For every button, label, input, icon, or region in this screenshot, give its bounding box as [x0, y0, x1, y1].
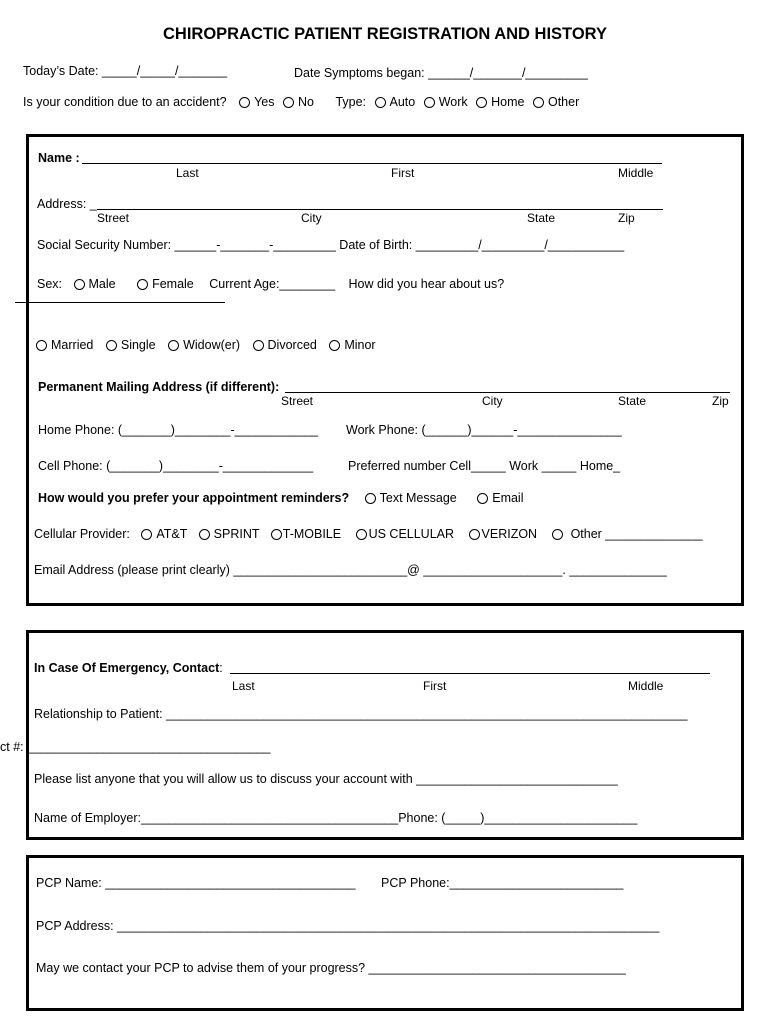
pcp-contact-question-field[interactable]: May we contact your PCP to advise them of your progress? _____________________________________ [36, 961, 626, 975]
mailing-address-input-line[interactable] [285, 392, 730, 393]
carrier-uscellular-radio[interactable] [356, 529, 367, 540]
emergency-sub-middle: Middle [628, 679, 664, 693]
mailing-sub-city: City [482, 394, 503, 408]
mailing-address-label: Permanent Mailing Address (if different): [38, 380, 280, 394]
ssn-dob-field[interactable]: Social Security Number: ______-_______-_________ Date of Birth: _________/_________/___________ [37, 238, 625, 252]
address-sub-city: City [301, 211, 322, 225]
emergency-sub-last: Last [232, 679, 255, 693]
hear-about-label: How did you hear about us? [348, 277, 505, 291]
reminder-text-label: Text Message [379, 491, 457, 505]
type-home-label: Home [491, 95, 525, 109]
reminder-email-label: Email [492, 491, 524, 505]
carrier-label: Cellular Provider: [34, 527, 130, 541]
marital-married-radio[interactable] [36, 340, 47, 351]
page-title: CHIROPRACTIC PATIENT REGISTRATION AND HISTORY [163, 25, 607, 43]
carrier-verizon-radio[interactable] [469, 529, 480, 540]
accident-no-radio[interactable] [283, 97, 294, 108]
accident-no-label: No [297, 95, 314, 109]
reminder-text-radio[interactable] [365, 493, 376, 504]
type-other-radio[interactable] [533, 97, 544, 108]
marital-widow-radio[interactable] [168, 340, 179, 351]
marital-widow-label: Widow(er) [183, 338, 241, 352]
emergency-contact-label: In Case Of Emergency, Contact [34, 661, 220, 675]
address-sub-zip: Zip [618, 211, 635, 225]
address-label: Address: _ [37, 197, 97, 211]
emergency-sub-first: First [423, 679, 447, 693]
pcp-name-field[interactable]: PCP Name: ____________________________________ [36, 876, 356, 890]
cell-phone-field[interactable]: Cell Phone: (_______)________-_____________ [38, 459, 314, 473]
emergency-contact-input-line[interactable] [230, 673, 710, 674]
marital-single-radio[interactable] [106, 340, 117, 351]
marital-married-label: Married [51, 338, 94, 352]
sex-female-label: Female [152, 277, 194, 291]
reminder-label: How would you prefer your appointment reminders? [38, 491, 350, 505]
carrier-uscellular-label: US CELLULAR [368, 527, 455, 541]
sex-male-label: Male [88, 277, 116, 291]
mailing-sub-state: State [618, 394, 647, 408]
reminder-row [38, 492, 524, 505]
type-home-radio[interactable] [476, 97, 487, 108]
work-phone-field[interactable]: Work Phone: (______)______-_______________ [346, 423, 622, 437]
carrier-att-label: AT&T [156, 527, 188, 541]
name-sub-last: Last [176, 166, 199, 180]
sex-male-radio[interactable] [74, 279, 85, 290]
hear-about-input-line[interactable] [15, 302, 225, 303]
accident-row [23, 96, 579, 109]
mailing-sub-zip: Zip [712, 394, 729, 408]
name-label: Name : [38, 151, 80, 165]
name-sub-middle: Middle [618, 166, 654, 180]
sex-label: Sex: [37, 277, 63, 291]
address-sub-street: Street [97, 211, 130, 225]
mailing-sub-street: Street [281, 394, 314, 408]
pcp-phone-field[interactable]: PCP Phone:_________________________ [381, 876, 624, 890]
carrier-sprint-radio[interactable] [199, 529, 210, 540]
symptoms-date-field[interactable]: Date Symptoms began: ______/_______/_________ [294, 66, 588, 80]
reminder-email-radio[interactable] [477, 493, 488, 504]
employer-field[interactable]: Name of Employer:_____________________________________Phone: (_____)______________________ [34, 811, 638, 825]
carrier-verizon-label: VERIZON [481, 527, 538, 541]
carrier-other-radio[interactable] [552, 529, 563, 540]
sex-female-radio[interactable] [137, 279, 148, 290]
current-age-field[interactable]: Current Age:________ [209, 277, 336, 291]
name-sub-first: First [391, 166, 415, 180]
carrier-att-radio[interactable] [141, 529, 152, 540]
emergency-contact-row: In Case Of Emergency, Contact: [34, 661, 223, 675]
sex-row [37, 278, 504, 291]
type-other-label: Other [547, 95, 580, 109]
type-auto-radio[interactable] [375, 97, 386, 108]
carrier-sprint-label: SPRINT [213, 527, 260, 541]
accident-yes-radio[interactable] [239, 97, 250, 108]
relationship-field[interactable]: Relationship to Patient: ___________________________________________________________________________ [34, 707, 688, 721]
address-sub-state: State [527, 211, 556, 225]
marital-minor-radio[interactable] [329, 340, 340, 351]
preferred-number-field[interactable]: Preferred number Cell_____ Work _____ Home_ [348, 459, 621, 473]
accident-yes-label: Yes [254, 95, 275, 109]
carrier-tmobile-radio[interactable] [271, 529, 282, 540]
name-input-line[interactable] [82, 163, 662, 164]
carrier-tmobile-label: T-MOBILE [282, 527, 342, 541]
type-label: Type: [335, 95, 367, 109]
type-work-radio[interactable] [424, 97, 435, 108]
pcp-address-field[interactable]: PCP Address: ______________________________________________________________________________ [36, 919, 660, 933]
type-work-label: Work [438, 95, 468, 109]
marital-minor-label: Minor [344, 338, 376, 352]
type-auto-label: Auto [389, 95, 416, 109]
accident-question: Is your condition due to an accident? [23, 95, 227, 109]
marital-divorced-label: Divorced [267, 338, 317, 352]
marital-divorced-radio[interactable] [253, 340, 264, 351]
contact-number-field[interactable]: ct #: ___________________________________ [0, 740, 271, 754]
marital-row [31, 339, 376, 352]
discuss-account-field[interactable]: Please list anyone that you will allow us to discuss your account with _____________________________ [34, 772, 618, 786]
carrier-row [34, 528, 703, 541]
email-field[interactable]: Email Address (please print clearly) _________________________@ ____________________. ______________ [34, 563, 667, 577]
home-phone-field[interactable]: Home Phone: (_______)________-____________ [38, 423, 319, 437]
todays-date-field[interactable]: Today’s Date: _____/_____/_______ [23, 64, 228, 78]
carrier-other-label: Other ______________ [570, 527, 703, 541]
address-input-line[interactable] [97, 209, 663, 210]
marital-single-label: Single [120, 338, 156, 352]
